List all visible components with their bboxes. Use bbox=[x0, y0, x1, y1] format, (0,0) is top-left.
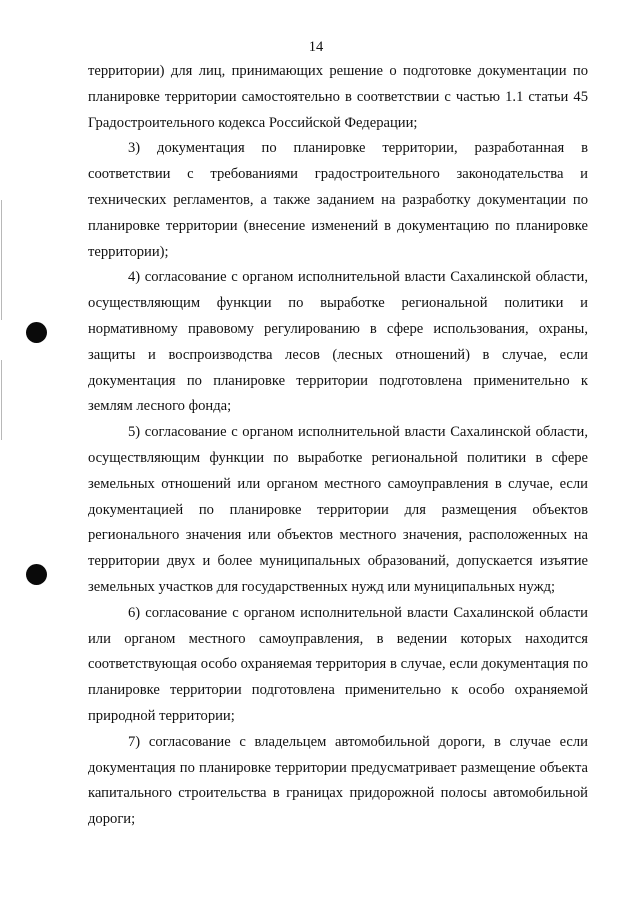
scan-edge-mark bbox=[1, 200, 2, 320]
document-body bbox=[88, 59, 588, 833]
scan-edge-mark bbox=[1, 360, 2, 440]
paragraph-item-7: 7) согласование с владельцем автомобильной дороги, в случае если документация по планировке территории предусматривает размещение объекта капитального строительства в границах придорожной полосы автомобильной дороги; bbox=[88, 733, 588, 828]
paragraph-item-5: 5) согласование с органом исполнительной власти Сахалинской области, осуществляющим функции по выработке региональной политики в сфере земельных отношений или органом местного самоуправления в случае, если документацией по планировке территории для размещения объектов регионального значения или объектов местного значения, расположенных на территории двух и более муниципальных образований, допускается изъятие земельных участков для государственных нужд или муниципальных нужд; bbox=[88, 424, 588, 595]
paragraph-continuation: территории) для лиц, принимающих решение о подготовке документации по планировке территории самостоятельно в соответствии с частью 1.1 статьи 45 Градостроительного кодекса Российской Федерации; bbox=[88, 63, 588, 131]
paragraph-item-4: 4) согласование с органом исполнительной власти Сахалинской области, осуществляющим функции по выработке региональной политики и нормативному правовому регулированию в сфере использования, охраны, защиты и воспроизводства лесов (лесных отношений) в случае, если документация по планировке территории подготовлена применительно к землям лесного фонда; bbox=[88, 269, 588, 415]
punch-hole-top bbox=[26, 322, 47, 343]
paragraph-item-6: 6) согласование с органом исполнительной власти Сахалинской области или органом местного самоуправления, в ведении которых находится соответствующая особо охраняемая территория в случае, если документация по планировке территории подготовлена применительно к особо охраняемой природной территории; bbox=[88, 604, 588, 724]
page-number: 14 bbox=[308, 39, 324, 55]
punch-hole-bottom bbox=[26, 564, 47, 585]
paragraph-item-3: 3) документация по планировке территории, разработанная в соответствии с требованиями градостроительного законодательства и технических регламентов, а также заданием на разработку документации по планировке территории (внесение изменений в документацию по планировке территории); bbox=[88, 140, 588, 260]
